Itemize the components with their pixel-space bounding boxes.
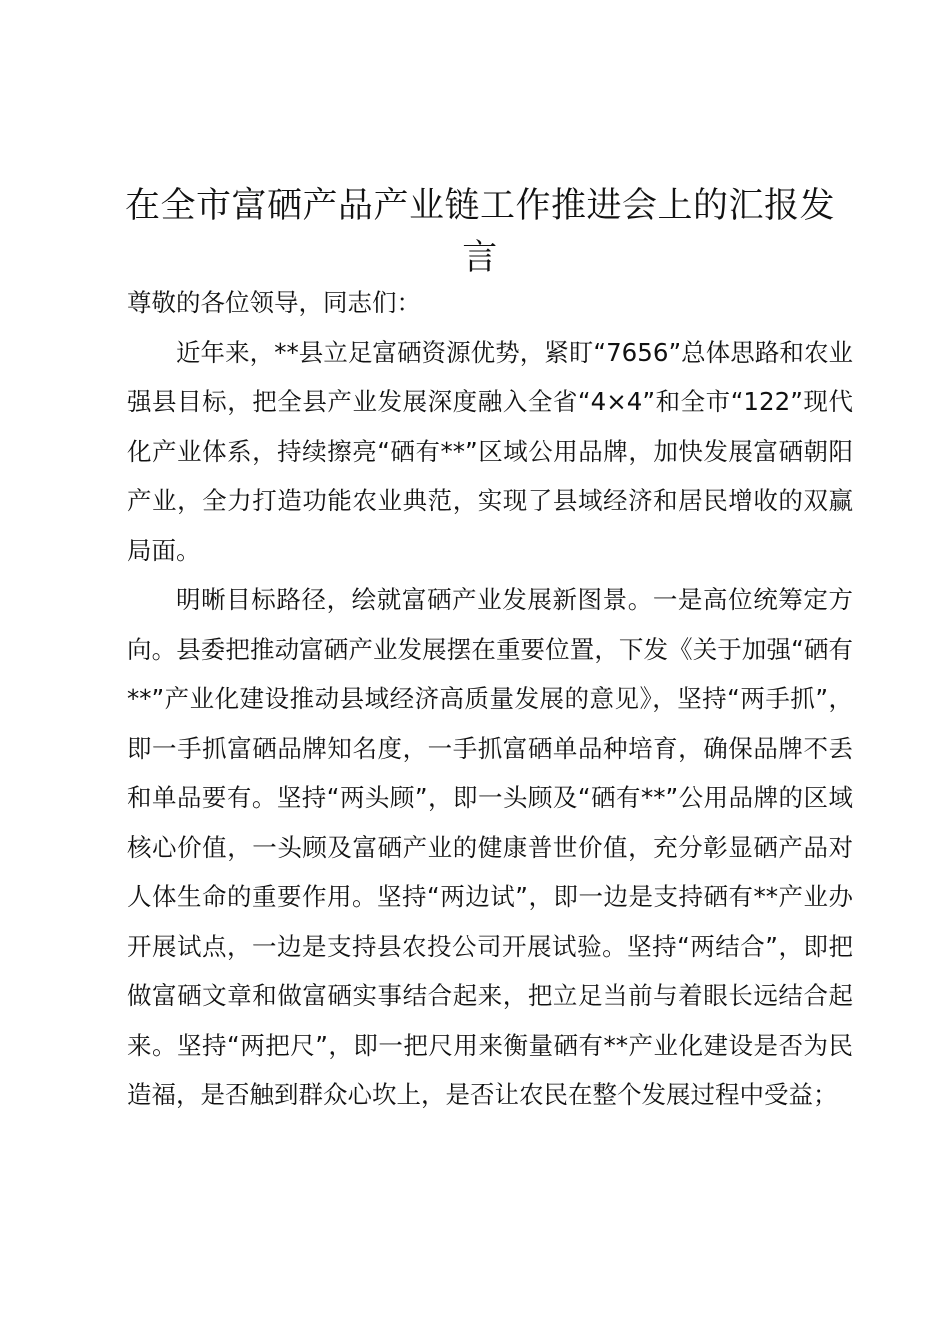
paragraph-intro: 近年来，**县立足富硒资源优势，紧盯“7656”总体思路和农业强县目标，把全县产业发展深度融入全省“4×4”和全市“122”现代化产业体系，持续擦亮“硒有**”区域公用品牌，加快发展富硒朝阳产业，全力打造功能农业典范，实现了县域经济和居民增收的双赢局面。	[127, 337, 853, 565]
salutation: 尊敬的各位领导，同志们：	[127, 288, 421, 317]
document-title: 在全市富硒产品产业链工作推进会上的汇报发言	[124, 186, 835, 278]
document-body	[127, 278, 853, 1120]
paragraph-goals: 明晰目标路径，绘就富硒产业发展新图景。一是高位统筹定方向。县委把推动富硒产业发展摆在重要位置，下发《关于加强“硒有**”产业化建设推动县域经济高质量发展的意见》，坚持“两手抓”，即一手抓富硒品牌知名度，一手抓富硒单品种培育，确保品牌不丢和单品要有。坚持“两头顾”，即一头顾及“硒有**”公用品牌的区域核心价值，一头顾及富硒产业的健康普世价值，充分彰显硒产品对人体生命的重要作用。坚持“两边试”，即一边是支持硒有**产业办开展试点，一边是支持县农投公司开展试验。坚持“两结合”，即把做富硒文章和做富硒实事结合起来，把立足当前与着眼长远结合起来。坚持“两把尺”，即一把尺用来衡量硒有**产业化建设是否为民造福，是否触到群众心坎上，是否让农民在整个发展过程中受益；	[127, 585, 853, 1109]
